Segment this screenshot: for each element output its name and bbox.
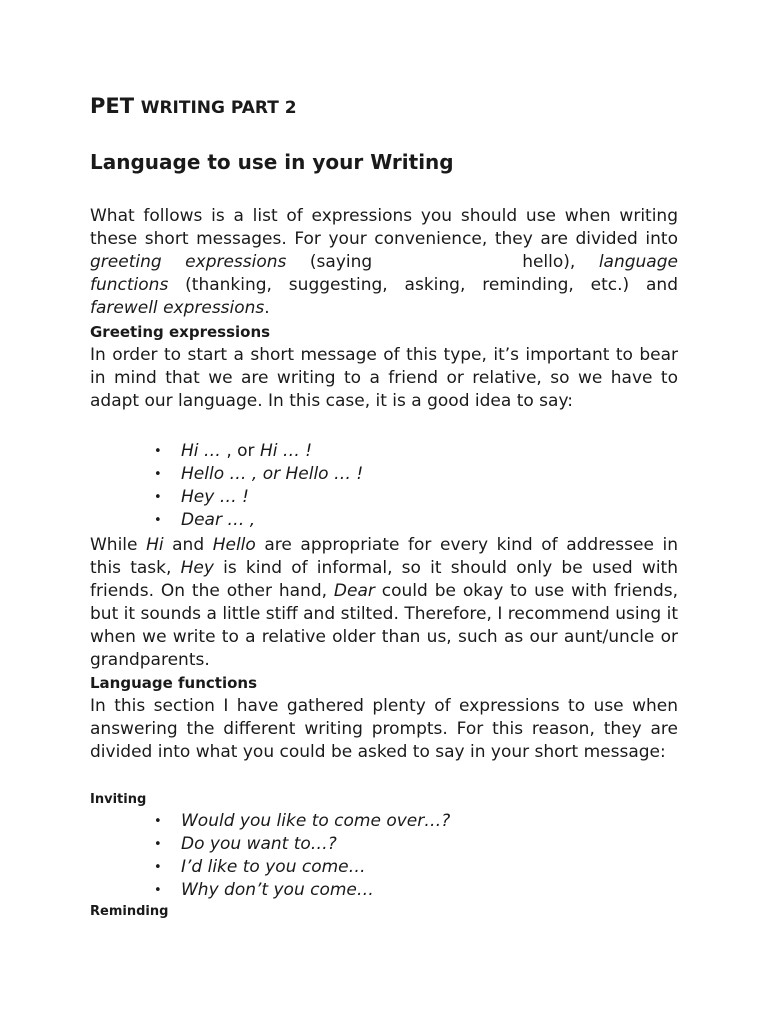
bullet-icon: • bbox=[154, 837, 162, 852]
intro-text-4: (thanking, suggesting, asking, reminding, etc.) and bbox=[168, 275, 678, 295]
bullet-icon: • bbox=[154, 490, 162, 505]
intro-paragraph bbox=[90, 205, 678, 320]
bullet-icon: • bbox=[154, 513, 162, 528]
bullet-icon: • bbox=[154, 467, 162, 482]
bullet-icon: • bbox=[154, 814, 162, 829]
intro-text-3: hello), bbox=[522, 252, 599, 272]
greeting-heading: Greeting expressions bbox=[90, 323, 271, 341]
document-title bbox=[90, 94, 297, 118]
bullet-icon: • bbox=[154, 883, 162, 898]
reminding-heading: Reminding bbox=[90, 904, 169, 919]
title-prefix: PET bbox=[90, 94, 135, 118]
intro-text-1: What follows is a list of expressions you should use when writing these short messages. For your convenience, they are divided into bbox=[90, 206, 678, 249]
intro-text-2: (saying bbox=[286, 252, 373, 272]
list-item: • Why don’t you come… bbox=[154, 880, 374, 900]
bullet-icon: • bbox=[154, 444, 162, 459]
list-item: • Hello … , or Hello … ! bbox=[154, 464, 364, 484]
list-item: • Hey … ! bbox=[154, 487, 249, 507]
list-item: • Hi … , or Hi … ! bbox=[154, 441, 313, 461]
greeting-notes-paragraph: While Hi and Hello are appropriate for every kind of addressee in this task, Hey is kind of informal, so it should only be used with friends. On the other hand, Dear could be okay to use with friends, but it sounds a little stiff and stilted. Therefore, I recommend using it when we write to a relative older than us, such as our aunt/uncle or grandparents. bbox=[90, 535, 678, 670]
bullet-icon: • bbox=[154, 860, 162, 875]
inviting-heading: Inviting bbox=[90, 792, 147, 807]
intro-text-5: . bbox=[264, 298, 270, 318]
intro-italic-greeting: greeting expressions bbox=[90, 252, 287, 272]
list-item: • I’d like to you come… bbox=[154, 857, 366, 877]
list-item: • Do you want to…? bbox=[154, 834, 337, 854]
functions-paragraph: In this section I have gathered plenty of expressions to use when answering the different writing prompts. For this reason, they are divided into what you could be asked to say in your short message: bbox=[90, 696, 678, 762]
inviting-list bbox=[154, 810, 450, 902]
title-rest: WRITING PART 2 bbox=[140, 98, 297, 118]
intro-italic-functions: language functions bbox=[90, 252, 678, 295]
list-item: • Dear … , bbox=[154, 510, 256, 530]
document-subtitle: Language to use in your Writing bbox=[90, 150, 454, 174]
functions-heading: Language functions bbox=[90, 674, 258, 692]
greeting-list bbox=[154, 440, 363, 532]
intro-italic-farewell: farewell expressions bbox=[90, 298, 265, 318]
greeting-paragraph: In order to start a short message of this type, it’s important to bear in mind that we are writing to a friend or relative, so we have to adapt our language. In this case, it is a good idea to say: bbox=[90, 345, 678, 411]
list-item: • Would you like to come over…? bbox=[154, 811, 451, 831]
